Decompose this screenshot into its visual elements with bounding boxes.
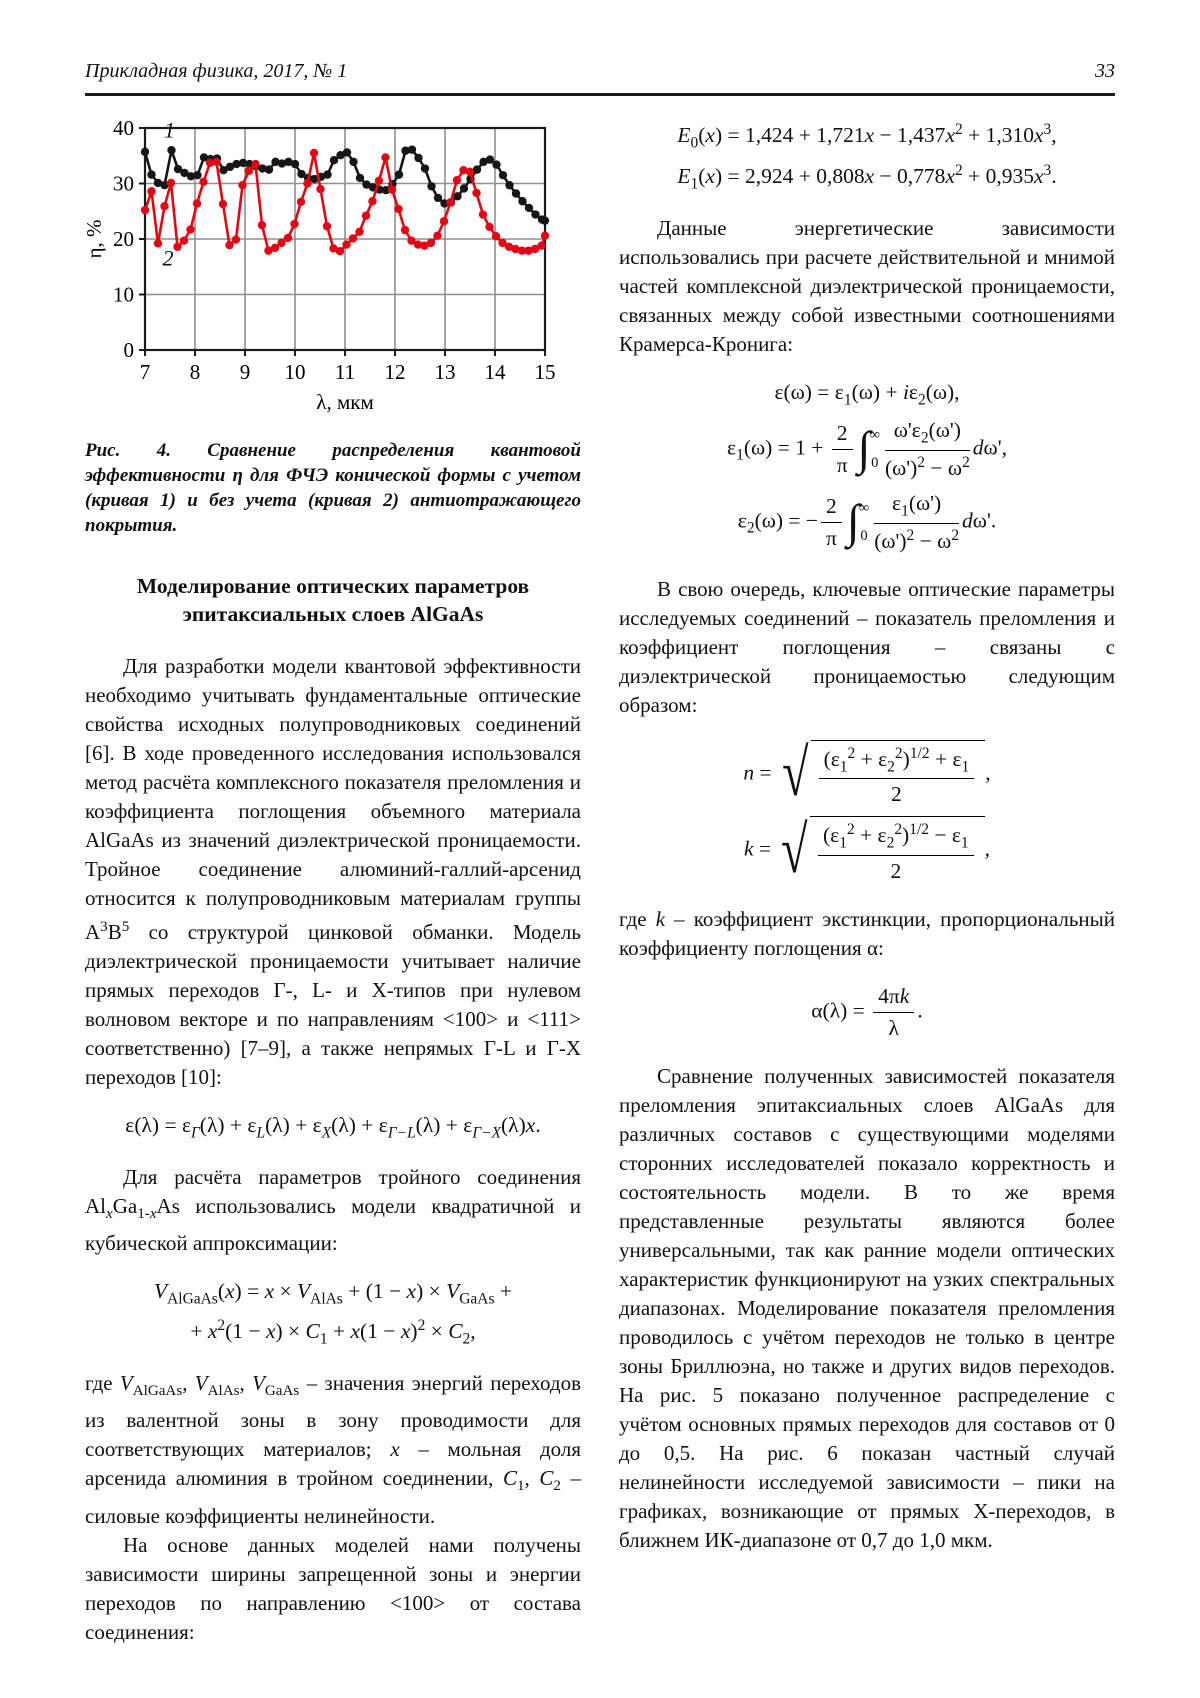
svg-text:λ, мкм: λ, мкм	[316, 390, 374, 414]
paragraph: Сравнение полученных зависимостей показателя преломления эпитаксиальных слоев AlGaAs для различных составов с существующими моделями сторонних исследователей показало корректность и состоятельность модели. В то же время представленные результаты являются более универсальными, так как ранние модели оптических характеристик функционируют на узких спектральных диапазонах. Моделирование показателя преломления проводилось с учётом переходов не только в центре зоны Бриллюэна, но также и других видов переходов. На рис. 5 показано полученное распределение с учётом основных прямых переходов для составов от 0 до 0,5. На рис. 6 показан частный случай нелинейности исследуемой зависимости – пики на графиках, возникающие от прямых X-переходов, в ближнем ИК-диапазоне от 0,7 до 1,0 мкм.	[619, 1063, 1115, 1552]
section-heading-line1: Моделирование оптических параметров	[136, 574, 530, 598]
paragraph: В свою очередь, ключевые оптические параметры исследуемых соединений – показатель преломления и коэффициент поглощения – связаны с диэлектрической проницаемостью следующим образом:	[619, 576, 1115, 717]
paragraph: На основе данных моделей нами получены зависимости ширины запрещенной зоны и энергии переходов по направлению <100> от состава соединения:	[85, 1532, 581, 1644]
left-column	[82, 110, 581, 1647]
paragraph: Данные энергетические зависимости использовались при расчете действительной и мнимой частей комплексной диэлектрической проницаемости, связанных между собой известными соотношениями Крамерса-Кронига:	[619, 215, 1115, 356]
svg-text:11: 11	[334, 360, 356, 384]
page-number: 33	[1095, 60, 1115, 82]
equation-line: $E_0(x) = 1,424 + 1,721x - 1,437x^2 + 1,310x^3$,	[677, 121, 1057, 152]
svg-text:10: 10	[284, 360, 306, 384]
svg-text:12: 12	[384, 360, 406, 384]
svg-text:13: 13	[434, 360, 456, 384]
two-column-layout	[82, 110, 1116, 1647]
equation-line: k = √ $\frac{(\varepsilon_1^2 + \varepsilon_2^2)^{1/2} - \varepsilon_1}{2}$ ,	[743, 813, 991, 887]
equation-line: $\varepsilon_1(\omega) = 1$ + $\frac{2}{\pi}$ ∫ ∞ 0 $\frac{\omega'\varepsilon_2(\omega')}{(\omega')^2 - \omega^2}$ dω',	[727, 418, 1007, 481]
svg-text:8: 8	[189, 360, 201, 384]
equation-kramers-kronig	[619, 379, 1115, 555]
paragraph: Для расчёта параметров тройного соединения $Al_xGa_{1-x}As$ использовались модели квадратичной и кубической аппроксимации:	[85, 1164, 581, 1255]
svg-text:20: 20	[113, 227, 134, 251]
section-heading	[85, 572, 581, 628]
svg-text:15: 15	[534, 360, 556, 384]
equation-v-algaas	[85, 1278, 581, 1349]
equation-refractive-index	[619, 737, 1115, 887]
right-column	[619, 110, 1115, 1647]
svg-text:2: 2	[162, 245, 174, 271]
equation-line: + $x^2(1 - x) \times C_1 + x(1 - x)^2 \times C_2$,	[190, 1317, 476, 1348]
equation-line: n = √ $\frac{(\varepsilon_1^2 + \varepsilon_2^2)^{1/2} + \varepsilon_1}{2}$ ,	[743, 737, 991, 811]
figure-4	[82, 114, 581, 538]
paragraph: где k – коэффициент экстинкции, пропорциональный коэффициенту поглощения α:	[619, 906, 1116, 960]
svg-text:9: 9	[239, 360, 251, 384]
section-heading-line2: эпитаксиальных слоев AlGaAs	[182, 602, 484, 626]
svg-text:η, %: η, %	[82, 219, 106, 259]
journal-title: Прикладная физика, 2017, № 1	[85, 60, 348, 82]
svg-text:14: 14	[484, 360, 506, 384]
equation-line: $V_{AlGaAs}(x) = x \times V_{AlAs} + (1 - x) \times V_{GaAs}$ +	[153, 1278, 512, 1308]
figure-chart	[82, 114, 581, 424]
equation-epsilon-sum: $\varepsilon(\lambda) = \varepsilon_Г(\lambda) + \varepsilon_L(\lambda) + \varepsilon_X(\lambda) + \varepsilon_{Г-L}(\lambda) + \varepsilon_{Г-X}(\lambda)x$.	[125, 1113, 541, 1142]
equation-energy-gap	[619, 120, 1115, 194]
svg-text:0: 0	[123, 338, 134, 362]
equation-alpha: α(λ) = $\frac{4\pi k}{\lambda}$ .	[811, 983, 923, 1040]
paragraph: Для разработки модели квантовой эффективности необходимо учитывать фундаментальные оптические свойства исходных полупроводниковых соединений [6]. В ходе проведенного исследования использовался метод расчёта комплексного показателя преломления и коэффициента поглощения объемного материала AlGaAs из значений диэлектрической проницаемости. Тройное соединение алюминий-галлий-арсенид относится к полупроводниковым материалам группы $А^3В^5$ со структурой цинковой обманки. Модель диэлектрической проницаемости учитывает наличие прямых переходов Г-, L- и X-типов при нулевом волновом векторе и по направлениям <100> и <111> соответственно) [7–9], а также непрямых Г-L и Г-X переходов [10]:	[85, 654, 581, 1089]
figure-chart-svg	[82, 114, 563, 416]
page-header	[85, 60, 1115, 96]
svg-text:7: 7	[139, 360, 151, 384]
equation-line: $\varepsilon_2(\omega)$ = − $\frac{2}{\pi}$ ∫ ∞ 0 $\frac{\varepsilon_1(\omega')}{(\omega')^2 - \omega^2}$ dω'.	[737, 490, 997, 553]
svg-text:1: 1	[164, 117, 175, 143]
equation-line: $\varepsilon(\omega) = \varepsilon_1(\omega) + i\varepsilon_2(\omega)$,	[774, 379, 960, 408]
equation-line: $E_1(x) = 2,924 + 0,808x - 0,778x^2 + 0,935x^3$.	[677, 161, 1057, 193]
svg-text:30: 30	[113, 171, 134, 196]
paragraph: где $V_{AlGaAs}$, $V_{AlAs}$, $V_{GaAs}$ – значения энергий переходов из валентной зоны в зону проводимости для соответствующих материалов; x – мольная доля арсенида алюминия в тройном соединении, $C_1$, $C_2$ – силовые коэффициенты нелинейности.	[85, 1371, 581, 1528]
figure-caption: Рис. 4. Сравнение распределения квантовой эффективности η для ФЧЭ конической формы с учетом (кривая 1) и без учета (кривая 2) антиотражающего покрытия.	[85, 440, 581, 536]
svg-text:10: 10	[113, 282, 134, 307]
svg-text:40: 40	[113, 116, 134, 140]
